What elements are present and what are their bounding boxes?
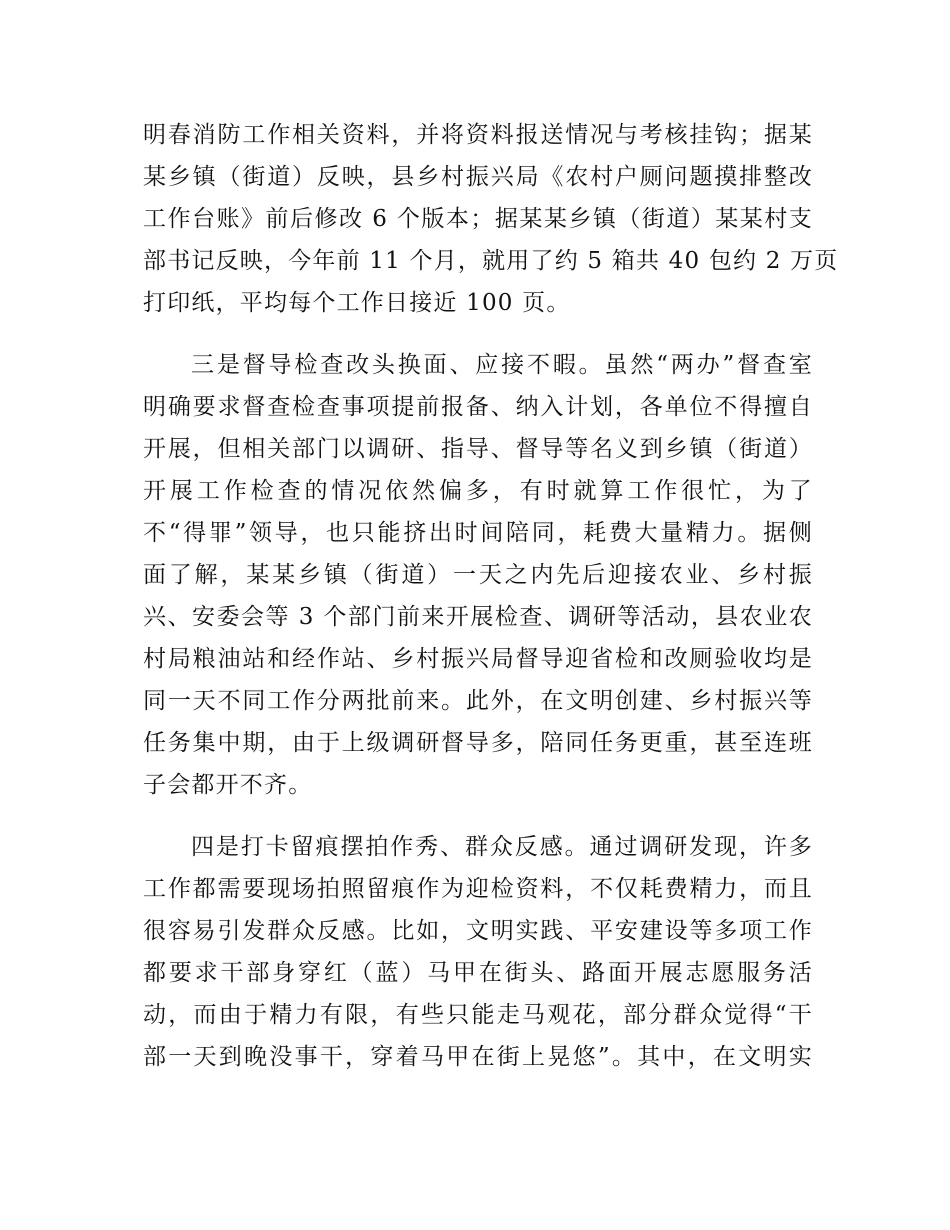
text-line: 打印纸，平均每个工作日接近 100 页。 (143, 290, 571, 316)
text-line: 面了解，某某乡镇（街道）一天之内先后迎接农业、乡村振 (143, 562, 813, 588)
text-line: 某乡镇（街道）反映，县乡村振兴局《农村户厕问题摸排整改 (143, 164, 813, 190)
text-line: 明确要求督查检查事项提前报备、纳入计划，各单位不得擅自 (143, 394, 813, 420)
text-line: 工作都需要现场拍照留痕作为迎检资料，不仅耗费精力，而且 (143, 876, 813, 902)
text-line: 同一天不同工作分两批前来。此外，在文明创建、乡村振兴等 (143, 688, 813, 714)
paragraph-first-line: 四是打卡留痕摆拍作秀、群众反感。通过调研发现，许多 (191, 834, 813, 860)
text-line: 任务集中期，由于上级调研督导多，陪同任务更重，甚至连班 (143, 730, 813, 756)
text-line: 明春消防工作相关资料，并将资料报送情况与考核挂钩；据某 (143, 122, 813, 148)
text-line: 兴、安委会等 3 个部门前来开展检查、调研等活动，县农业农 (143, 604, 813, 630)
text-line: 部书记反映，今年前 11 个月，就用了约 5 箱共 40 包约 2 万页 (143, 248, 839, 274)
text-line: 工作台账》前后修改 6 个版本；据某某乡镇（街道）某某村支 (143, 206, 813, 232)
text-line: 子会都开不齐。 (143, 772, 313, 798)
text-line: 很容易引发群众反感。比如，文明实践、平安建设等多项工作 (143, 918, 813, 944)
text-line: 开展工作检查的情况依然偏多，有时就算工作很忙，为了 (143, 478, 813, 504)
text-line: 动，而由于精力有限，有些只能走马观花，部分群众觉得“干 (143, 1002, 813, 1028)
text-line: 都要求干部身穿红（蓝）马甲在街头、路面开展志愿服务活 (143, 960, 813, 986)
text-line: 不“得罪”领导，也只能挤出时间陪同，耗费大量精力。据侧 (143, 520, 813, 546)
paragraph-first-line: 三是督导检查改头换面、应接不暇。虽然“两办”督查室 (191, 352, 813, 378)
text-line: 开展，但相关部门以调研、指导、督导等名义到乡镇（街道） (143, 436, 813, 462)
text-line: 村局粮油站和经作站、乡村振兴局督导迎省检和改厕验收均是 (143, 646, 813, 672)
text-line: 部一天到晚没事干，穿着马甲在街上晃悠”。其中，在文明实 (143, 1044, 813, 1070)
